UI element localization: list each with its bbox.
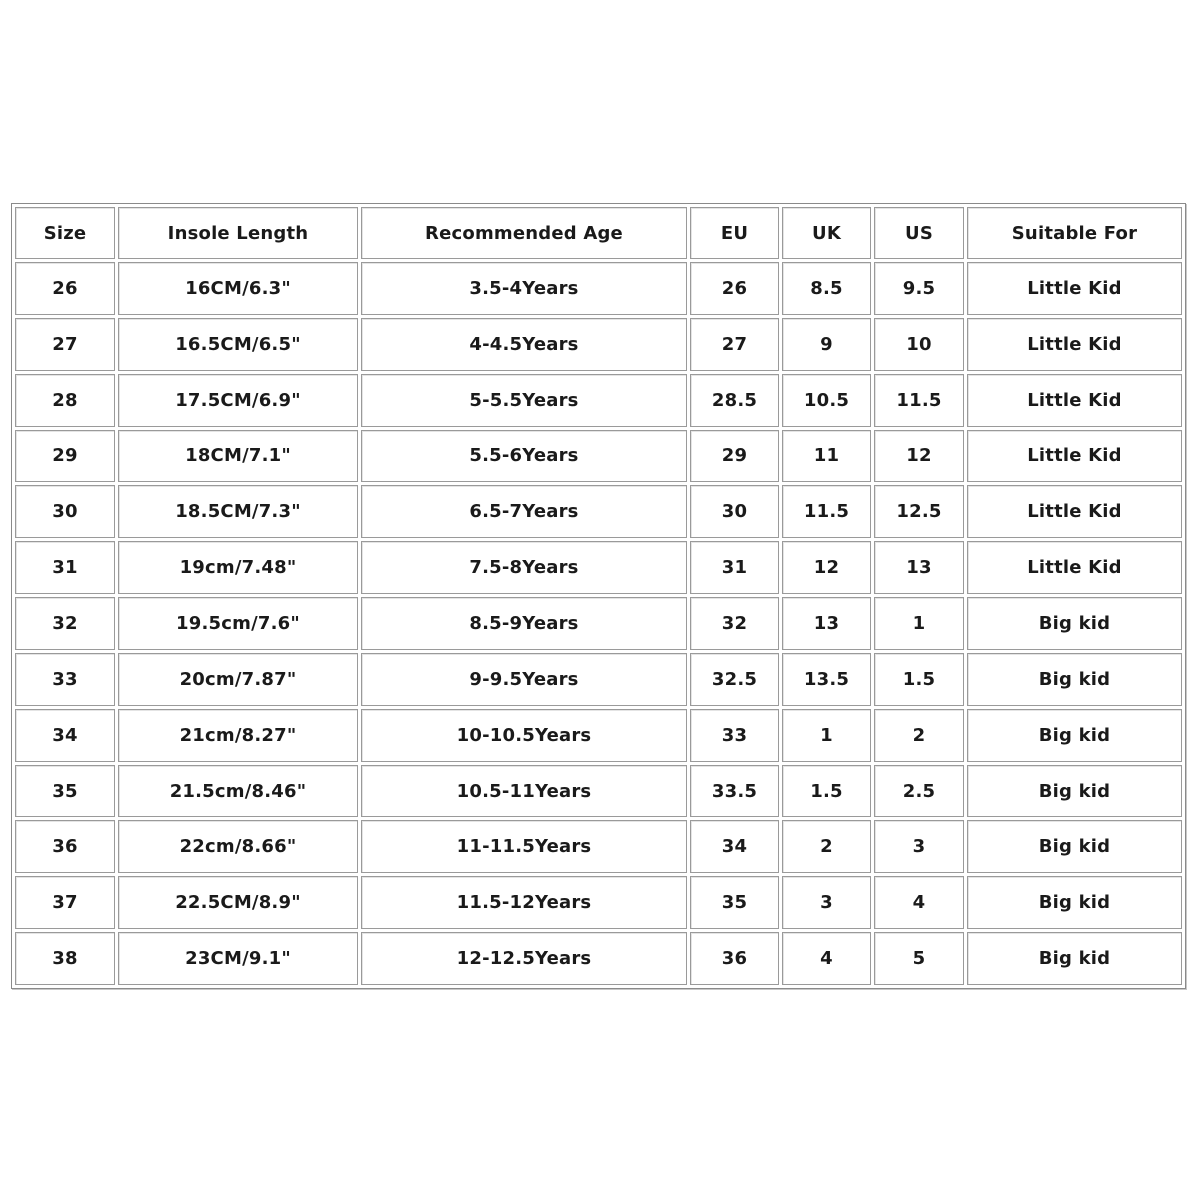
cell-suitable-for: Little Kid [967,485,1182,538]
cell-uk: 2 [782,820,871,873]
cell-suitable-for: Big kid [967,765,1182,818]
cell-eu: 31 [690,541,779,594]
cell-insole-length: 23CM/9.1" [118,932,358,985]
cell-suitable-for: Big kid [967,876,1182,929]
cell-uk: 11 [782,430,871,483]
cell-insole-length: 21.5cm/8.46" [118,765,358,818]
cell-eu: 35 [690,876,779,929]
cell-uk: 1 [782,709,871,762]
cell-us: 3 [874,820,964,873]
table-row [15,262,1182,315]
cell-eu: 32 [690,597,779,650]
cell-size: 34 [15,709,115,762]
header-uk: UK [782,207,871,259]
cell-uk: 13 [782,597,871,650]
cell-us: 2 [874,709,964,762]
cell-suitable-for: Little Kid [967,374,1182,427]
cell-eu: 33 [690,709,779,762]
cell-size: 31 [15,541,115,594]
cell-eu: 26 [690,262,779,315]
cell-suitable-for: Big kid [967,597,1182,650]
cell-us: 12.5 [874,485,964,538]
cell-recommended-age: 7.5-8Years [361,541,687,594]
cell-size: 26 [15,262,115,315]
cell-eu: 34 [690,820,779,873]
cell-recommended-age: 9-9.5Years [361,653,687,706]
table-row [15,597,1182,650]
header-insole-length: Insole Length [118,207,358,259]
cell-recommended-age: 4-4.5Years [361,318,687,371]
header-eu: EU [690,207,779,259]
cell-insole-length: 21cm/8.27" [118,709,358,762]
cell-size: 36 [15,820,115,873]
cell-insole-length: 22cm/8.66" [118,820,358,873]
cell-suitable-for: Big kid [967,653,1182,706]
cell-insole-length: 22.5CM/8.9" [118,876,358,929]
header-recommended-age: Recommended Age [361,207,687,259]
cell-recommended-age: 11.5-12Years [361,876,687,929]
cell-size: 35 [15,765,115,818]
cell-recommended-age: 8.5-9Years [361,597,687,650]
cell-recommended-age: 10.5-11Years [361,765,687,818]
cell-insole-length: 19.5cm/7.6" [118,597,358,650]
cell-uk: 9 [782,318,871,371]
size-chart [11,203,1181,989]
cell-insole-length: 19cm/7.48" [118,541,358,594]
table-row [15,485,1182,538]
table-row [15,876,1182,929]
cell-eu: 27 [690,318,779,371]
cell-suitable-for: Little Kid [967,430,1182,483]
cell-eu: 33.5 [690,765,779,818]
cell-us: 13 [874,541,964,594]
cell-us: 10 [874,318,964,371]
table-row [15,318,1182,371]
cell-uk: 4 [782,932,871,985]
cell-recommended-age: 10-10.5Years [361,709,687,762]
table-row [15,653,1182,706]
cell-recommended-age: 6.5-7Years [361,485,687,538]
cell-uk: 12 [782,541,871,594]
cell-us: 4 [874,876,964,929]
cell-recommended-age: 11-11.5Years [361,820,687,873]
cell-us: 9.5 [874,262,964,315]
cell-us: 1.5 [874,653,964,706]
table-row [15,374,1182,427]
table-row [15,932,1182,985]
cell-uk: 8.5 [782,262,871,315]
table-row [15,709,1182,762]
header-suitable-for: Suitable For [967,207,1182,259]
cell-insole-length: 16.5CM/6.5" [118,318,358,371]
header-us: US [874,207,964,259]
cell-suitable-for: Big kid [967,932,1182,985]
cell-insole-length: 18.5CM/7.3" [118,485,358,538]
cell-us: 11.5 [874,374,964,427]
cell-recommended-age: 12-12.5Years [361,932,687,985]
cell-us: 2.5 [874,765,964,818]
cell-size: 32 [15,597,115,650]
cell-eu: 32.5 [690,653,779,706]
cell-size: 37 [15,876,115,929]
cell-eu: 29 [690,430,779,483]
cell-us: 5 [874,932,964,985]
cell-suitable-for: Big kid [967,820,1182,873]
cell-uk: 11.5 [782,485,871,538]
cell-size: 38 [15,932,115,985]
cell-size: 33 [15,653,115,706]
cell-size: 29 [15,430,115,483]
cell-uk: 3 [782,876,871,929]
cell-eu: 28.5 [690,374,779,427]
header-size: Size [15,207,115,259]
cell-suitable-for: Big kid [967,709,1182,762]
header-row [15,207,1182,259]
size-chart-table [11,203,1186,989]
cell-recommended-age: 5-5.5Years [361,374,687,427]
cell-uk: 10.5 [782,374,871,427]
cell-size: 27 [15,318,115,371]
cell-insole-length: 18CM/7.1" [118,430,358,483]
cell-insole-length: 20cm/7.87" [118,653,358,706]
cell-suitable-for: Little Kid [967,262,1182,315]
cell-uk: 13.5 [782,653,871,706]
cell-size: 30 [15,485,115,538]
cell-insole-length: 17.5CM/6.9" [118,374,358,427]
table-row [15,541,1182,594]
cell-eu: 30 [690,485,779,538]
cell-eu: 36 [690,932,779,985]
table-row [15,765,1182,818]
cell-recommended-age: 3.5-4Years [361,262,687,315]
cell-us: 12 [874,430,964,483]
cell-us: 1 [874,597,964,650]
cell-uk: 1.5 [782,765,871,818]
table-row [15,430,1182,483]
cell-recommended-age: 5.5-6Years [361,430,687,483]
cell-suitable-for: Little Kid [967,318,1182,371]
cell-size: 28 [15,374,115,427]
cell-insole-length: 16CM/6.3" [118,262,358,315]
table-row [15,820,1182,873]
cell-suitable-for: Little Kid [967,541,1182,594]
